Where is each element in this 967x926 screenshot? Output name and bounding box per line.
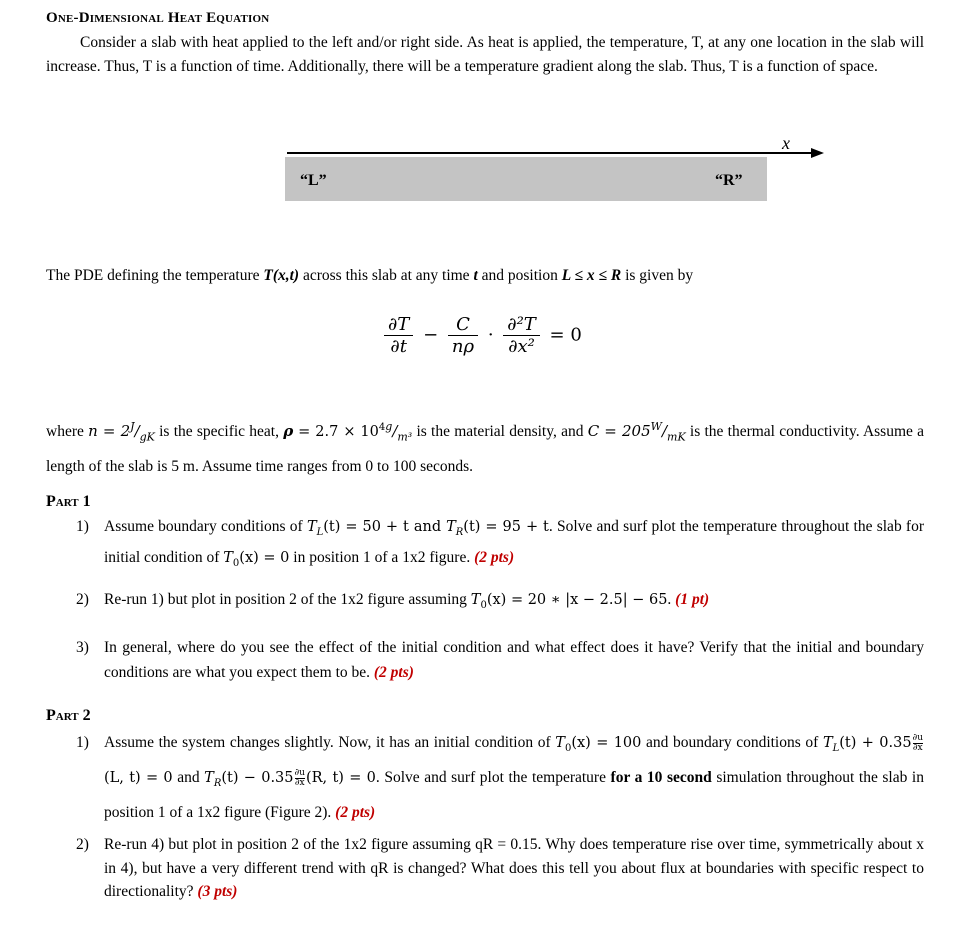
part2-item-2: 2) Re-run 4) but plot in position 2 of the 1x2 figure assuming qR = 0.15. Why does temperature rise over time, symmetrically about x in 4), but have a very different trend with qR is changed? What does this tell you about flux at boundaries with specific respect to directionality? (3 pts) [76,836,924,900]
intro-paragraph: Consider a slab with heat applied to the left and/or right side. As heat is applied, the temperature, T, at any one location in the slab will increase. Thus, T is a function of time. Additionally, there will be a temperature gradient along the slab. Thus, T is a function of space. [46,34,924,75]
part1-item-1: 1) Assume boundary conditions of $T_L(t) = 50 + t$ and $T_R(t) = 95 + t$. Solve and surf plot the temperature throughout the slab for initial condition of $T_0(x) = 0$ in position 1 of a 1x2 figure. (2 pts) [76,518,925,570]
part1-heading: Part 1 [46,493,91,510]
heat-equation: $\frac{\partial T}{\partial t}$ − $\frac{C}{n\rho}$ · $\frac{\text{∂²T}}{\text{∂x²}}$ = 0 [380,314,582,357]
x-axis-label: x [782,133,790,153]
part2-heading: Part 2 [46,707,91,724]
page-title: One-Dimensional Heat Equation [46,10,270,26]
part1-item-2: 2) Re-run 1) but plot in position 2 of the 1x2 figure assuming $T_0(x) = 20$ ∗ |x − 2.5| − 65. (1 pt) [76,591,710,612]
slab-right-label: “R” [715,172,743,189]
slab-left-label: “L” [300,172,327,189]
constants-paragraph: where $n = 2^J/_{gK}$ is the specific heat, $\rho = 2.7 \times 10^{4g}/_{m^3}$ is the material density, and $C = 205^W/_{mK}$ is the thermal conductivity. Assume a length of the slab is 5 m. Assume time ranges from 0 to 100 seconds. [46,420,925,476]
slab [285,157,767,201]
part1-item-3: 3) In general, where do you see the effect of the initial condition and what effect does it have? Verify that the initial and boundary conditions are what you expect them to be. (2 pts) [76,639,924,681]
pde-intro: The PDE defining the temperature T(x,t) across this slab at any time t and position L ≤ x ≤ R is given by [46,267,694,284]
part2-item-1: 1) Assume the system changes slightly. Now, it has an initial condition of $T_0(x) = 100$ and boundary conditions of $T_L(t) + 0.35$ $\frac{\partial u}{\partial x}$ (L, t) = 0 and $T_R(t) - 0.35$ $\frac{\partial u}{\partial x}$ (R, t) = 0. Solve and surf plot the temperature for a 10 second simulation throughout the slab in position 1 of a 1x2 figure (Figure 2). (2 pts) [76,732,924,822]
